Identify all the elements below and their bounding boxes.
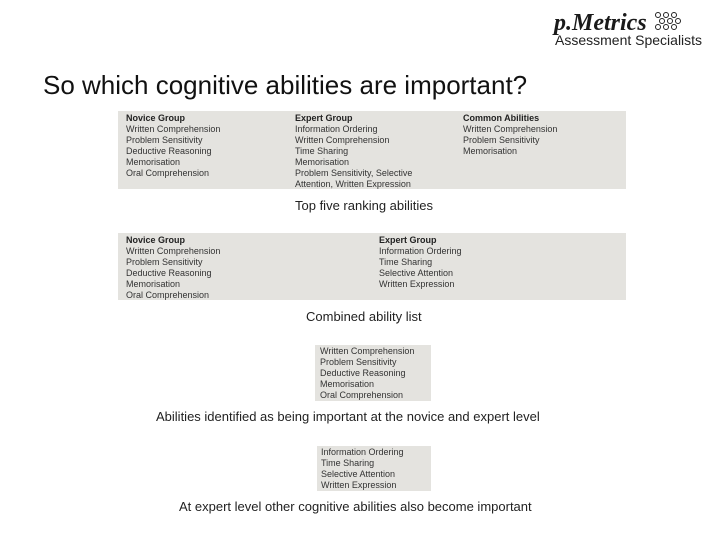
- list-item: Written Comprehension: [463, 124, 558, 134]
- list-item: Written Comprehension: [295, 135, 390, 145]
- both-levels-table: [315, 345, 431, 401]
- list-item: Memorisation: [463, 146, 518, 156]
- list-item: Deductive Reasoning: [126, 146, 212, 156]
- column-heading: Common Abilities: [463, 113, 540, 123]
- list-item: Deductive Reasoning: [320, 368, 406, 378]
- list-item: Problem Sensitivity: [463, 135, 540, 145]
- logo-subtitle: Assessment Specialists: [555, 32, 703, 48]
- both-levels-caption: Abilities identified as being important at the novice and expert level: [156, 409, 540, 424]
- logo-wordmark: p.Metrics: [554, 10, 647, 36]
- expert-column: [379, 235, 462, 290]
- company-logo: [552, 8, 717, 50]
- list-item: Time Sharing: [379, 257, 433, 267]
- list-item: Selective Attention: [379, 268, 454, 278]
- list-item: Information Ordering: [321, 447, 404, 457]
- logo-dots-icon: [652, 10, 682, 34]
- list-item: Time Sharing: [321, 458, 375, 468]
- list-item: Oral Comprehension: [126, 290, 210, 300]
- novice-column: [126, 235, 220, 301]
- column-heading: Novice Group: [126, 235, 186, 245]
- list-item: Attention, Written Expression: [295, 179, 411, 189]
- combined-table: [118, 233, 626, 300]
- abilities-column: [320, 346, 414, 401]
- list-item: Problem Sensitivity: [126, 135, 203, 145]
- top-five-caption: Top five ranking abilities: [295, 198, 434, 213]
- list-item: Time Sharing: [295, 146, 349, 156]
- column-heading: Expert Group: [295, 113, 353, 123]
- abilities-column: [321, 447, 404, 491]
- list-item: Selective Attention: [321, 469, 396, 479]
- list-item: Written Expression: [379, 279, 455, 289]
- combined-caption: Combined ability list: [306, 309, 422, 324]
- list-item: Deductive Reasoning: [126, 268, 212, 278]
- list-item: Information Ordering: [295, 124, 378, 134]
- list-item: Memorisation: [320, 379, 375, 389]
- novice-column: [126, 113, 220, 179]
- top-five-table: [118, 111, 626, 189]
- list-item: Memorisation: [126, 157, 181, 167]
- list-item: Oral Comprehension: [320, 390, 404, 400]
- common-column: [463, 113, 557, 157]
- list-item: Memorisation: [295, 157, 350, 167]
- list-item: Oral Comprehension: [126, 168, 210, 178]
- expert-only-caption: At expert level other cognitive abilities also become important: [179, 499, 532, 514]
- expert-only-table: [317, 446, 431, 491]
- list-item: Written Expression: [321, 480, 397, 490]
- column-heading: Expert Group: [379, 235, 437, 245]
- list-item: Information Ordering: [379, 246, 462, 256]
- list-item: Written Comprehension: [126, 246, 221, 256]
- list-item: Written Comprehension: [320, 346, 415, 356]
- slide-title: So which cognitive abilities are important?: [43, 70, 528, 100]
- list-item: Problem Sensitivity: [126, 257, 203, 267]
- column-heading: Novice Group: [126, 113, 186, 123]
- list-item: Problem Sensitivity, Selective: [295, 168, 413, 178]
- expert-column: [295, 113, 412, 190]
- list-item: Problem Sensitivity: [320, 357, 397, 367]
- list-item: Memorisation: [126, 279, 181, 289]
- list-item: Written Comprehension: [126, 124, 221, 134]
